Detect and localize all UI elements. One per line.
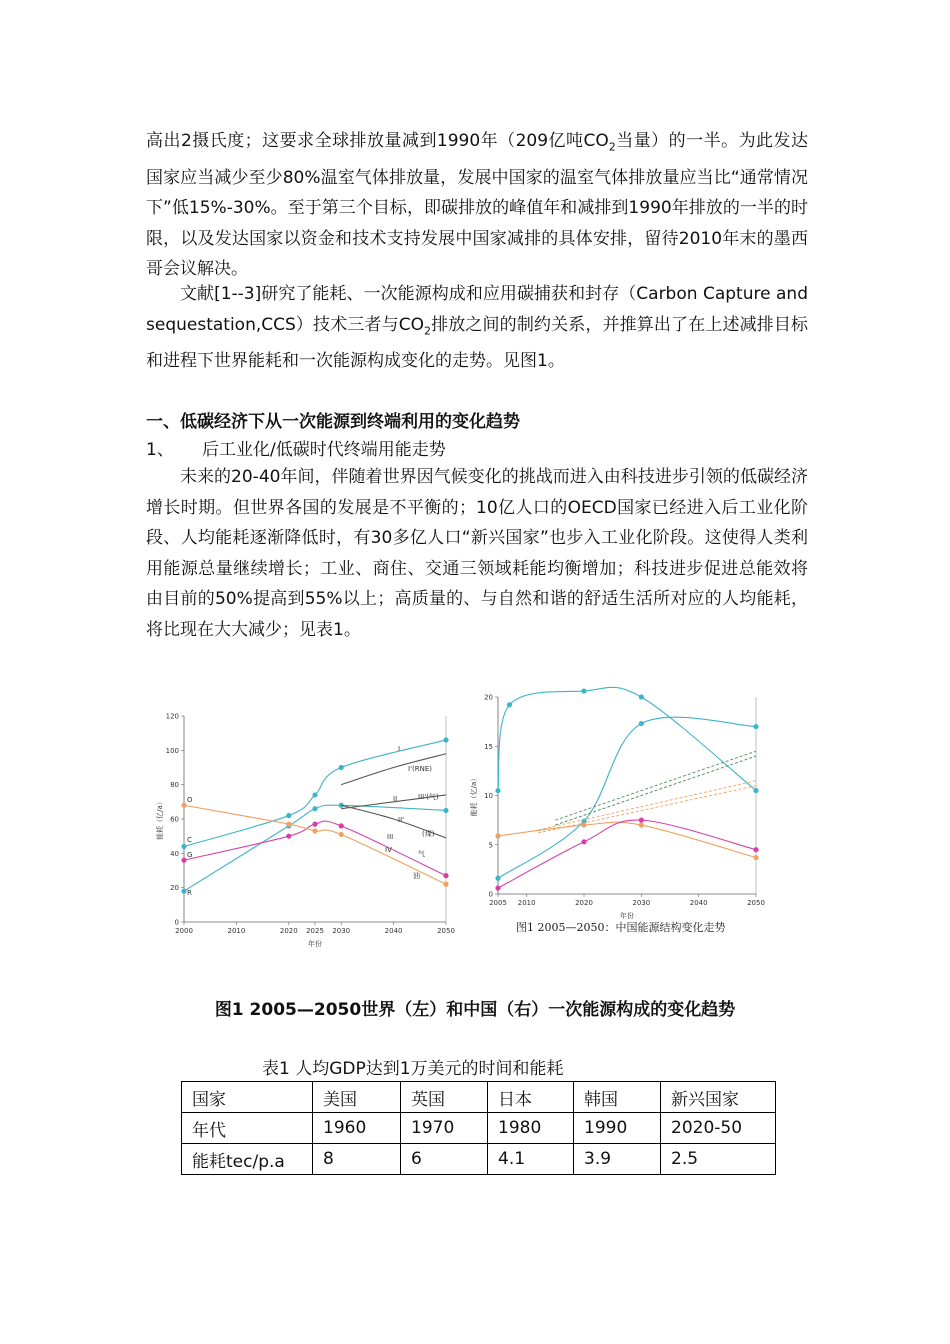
chart-annotation: IV — [385, 846, 392, 854]
x-tick-label: 2030 — [632, 899, 651, 907]
chart-annotation: C — [187, 836, 192, 844]
chart-annotation: 气 — [418, 850, 425, 858]
projection-line — [555, 751, 756, 820]
chart-annotation: O — [187, 796, 193, 804]
projection-line — [538, 781, 756, 830]
y-tick-label: 20 — [170, 884, 179, 893]
x-tick-label: 2010 — [517, 899, 536, 907]
data-point — [495, 833, 500, 838]
data-point — [753, 855, 758, 860]
series-IV — [181, 803, 448, 887]
table-row — [182, 1144, 776, 1175]
table-cell: 年代 — [182, 1113, 313, 1144]
data-point — [639, 822, 644, 827]
table-cell: 新兴国家 — [661, 1082, 776, 1113]
chart-annotation: III — [387, 833, 394, 841]
data-point — [495, 788, 500, 793]
y-tick-label: 0 — [488, 890, 493, 899]
data-point — [181, 889, 186, 894]
x-axis-label: 年份 — [620, 912, 634, 920]
table-cell: 英国 — [401, 1082, 488, 1113]
x-tick-label: 2040 — [689, 899, 708, 907]
table-cell: 2020-50 — [661, 1113, 776, 1144]
table-cell: 1960 — [313, 1113, 401, 1144]
chart-annotation: II' — [398, 816, 405, 824]
y-axis-label: 能耗（亿/a） — [470, 774, 478, 817]
table-cell: 1980 — [488, 1113, 574, 1144]
chart-annotation: 油 — [413, 872, 420, 880]
china-energy-chart — [470, 685, 770, 940]
projection-line — [555, 756, 756, 825]
data-point — [312, 792, 317, 797]
x-axis-label: 年份 — [308, 940, 322, 948]
y-axis-label: 能耗（亿/a） — [156, 798, 164, 840]
x-tick-label: 2040 — [384, 927, 403, 935]
section-heading: 一、低碳经济下从一次能源到终端利用的变化趋势 — [146, 412, 520, 432]
y-tick-label: 60 — [170, 815, 179, 824]
table-cell: 1970 — [401, 1113, 488, 1144]
data-point — [495, 885, 500, 890]
data-point — [753, 724, 758, 729]
x-tick-label: 2000 — [175, 927, 193, 935]
table-cell: 美国 — [313, 1082, 401, 1113]
data-point — [339, 823, 344, 828]
data-point — [339, 832, 344, 837]
y-tick-label: 80 — [170, 781, 179, 790]
chart-annotation: I'(RNE) — [408, 765, 432, 773]
chart-annotation: I — [398, 745, 401, 753]
figure-caption: 图1 2005—2050世界（左）和中国（右）一次能源构成的变化趋势 — [214, 1000, 736, 1020]
data-point — [753, 788, 758, 793]
data-point — [312, 828, 317, 833]
table-cell: 4.1 — [488, 1144, 574, 1175]
world-energy-chart — [140, 700, 460, 960]
subsection-title: 后工业化/低碳时代终端用能走势 — [202, 440, 446, 460]
data-point — [753, 847, 758, 852]
y-tick-label: 20 — [484, 693, 493, 702]
table-cell: 2.5 — [661, 1144, 776, 1175]
table-cell: 国家 — [182, 1082, 313, 1113]
y-tick-label: 120 — [165, 712, 179, 721]
series-oil — [495, 822, 758, 860]
data-point — [286, 834, 291, 839]
subsection-heading — [146, 435, 446, 460]
data-point — [443, 737, 448, 742]
x-tick-label: 2020 — [575, 899, 593, 907]
data-point — [286, 822, 291, 827]
data-table — [181, 1081, 776, 1175]
chart-annotation: (煤) — [422, 830, 435, 838]
data-point — [639, 694, 644, 699]
y-tick-label: 0 — [174, 918, 179, 927]
series-line — [498, 822, 756, 857]
data-point — [639, 721, 644, 726]
x-tick-label: 2005 — [489, 899, 507, 907]
data-point — [507, 702, 512, 707]
y-tick-label: 5 — [488, 841, 493, 850]
chart-annotation: III'(气) — [418, 793, 439, 801]
data-point — [181, 803, 186, 808]
table-cell: 3.9 — [574, 1144, 661, 1175]
data-point — [581, 688, 586, 693]
data-point — [286, 813, 291, 818]
data-point — [495, 876, 500, 881]
paragraph-1 — [146, 126, 808, 285]
y-tick-label: 100 — [165, 746, 179, 755]
data-point — [181, 858, 186, 863]
data-point — [181, 844, 186, 849]
x-tick-label: 2050 — [747, 899, 765, 907]
table-cell: 日本 — [488, 1082, 574, 1113]
table-row — [182, 1082, 776, 1113]
chart-annotation: R — [187, 889, 192, 897]
paragraph-1-part-a: 高出2摄氏度；这要求全球排放量减到1990年（209亿吨CO — [146, 131, 609, 151]
y-tick-label: 15 — [484, 742, 493, 751]
data-point — [312, 806, 317, 811]
series-line — [498, 717, 756, 878]
data-point — [581, 839, 586, 844]
table-cell: 韩国 — [574, 1082, 661, 1113]
paragraph-2 — [146, 279, 808, 377]
x-tick-label: 2025 — [306, 927, 324, 935]
series-gas — [495, 818, 758, 891]
paragraph-2-part-a: 文献[1--3]研究了能耗、一次能源构成和应用碳捕获和封存（Carbon Capture and sequestation,CCS）技术三者与CO — [146, 284, 808, 335]
chart-annotation: II — [393, 795, 398, 803]
paragraph-3: 未来的20-40年间，伴随着世界因气候变化的挑战而进入由科技进步引领的低碳经济增长时期。但世界各国的发展是不平衡的；10亿人口的OECD国家已经进入后工业化阶段、人均能耗逐渐降低时，有30多亿人口“新兴国家”也步入工业化阶段。这使得人类利用能源总量继续增长；工业、商住、交通三领域耗能均衡增加；科技进步促进总能效将由目前的50%提高到55%以上；高质量的、与自然和谐的舒适生活所对应的人均能耗，将比现在大大减少；见表1。 — [146, 467, 808, 640]
chart-annotation: G — [187, 851, 193, 859]
x-tick-label: 2010 — [227, 927, 246, 935]
table-row — [182, 1113, 776, 1144]
data-point — [443, 882, 448, 887]
paragraph-2-part-b: 排放之间的制约关系，并推算出了在上述减排目标和进程下世界能耗和一次能源构成变化的走势。见图1。 — [146, 314, 809, 372]
series-total — [495, 687, 758, 793]
data-point — [639, 818, 644, 823]
series-line — [498, 687, 756, 790]
paragraph-1-part-b: 当量）的一半。为此发达国家应当减少至少80%温室气体排放量，发展中国家的温室气体排放量应当比“通常情况下”低15%-30%。至于第三个目标，即碳排放的峰值年和减排到1990年排放的一半的时限，以及发达国家以资金和技术支持发展中国家减排的具体安排，留待2010年末的墨西哥会议解决。 — [146, 131, 808, 280]
co2-subscript: 2 — [424, 323, 431, 337]
series-coal — [495, 717, 758, 881]
x-tick-label: 2050 — [437, 927, 455, 935]
table-cell: 6 — [401, 1144, 488, 1175]
subsection-number: 1、 — [146, 440, 174, 460]
data-point — [339, 765, 344, 770]
series-line — [184, 805, 446, 891]
data-point — [312, 822, 317, 827]
series-II — [181, 803, 448, 894]
table-cell: 能耗tec/p.a — [182, 1144, 313, 1175]
table-cell: 8 — [313, 1144, 401, 1175]
x-tick-label: 2030 — [332, 927, 351, 935]
y-tick-label: 10 — [484, 792, 493, 800]
data-point — [443, 873, 448, 878]
table-cell: 1990 — [574, 1113, 661, 1144]
table-title: 表1 人均GDP达到1万美元的时间和能耗 — [262, 1059, 564, 1079]
co2-subscript: 2 — [608, 140, 616, 154]
data-point — [443, 808, 448, 813]
chart-title: 图1 2005—2050：中国能源结构变化走势 — [516, 921, 726, 934]
series-line — [184, 805, 446, 884]
x-tick-label: 2020 — [279, 927, 298, 935]
y-tick-label: 40 — [170, 849, 179, 858]
